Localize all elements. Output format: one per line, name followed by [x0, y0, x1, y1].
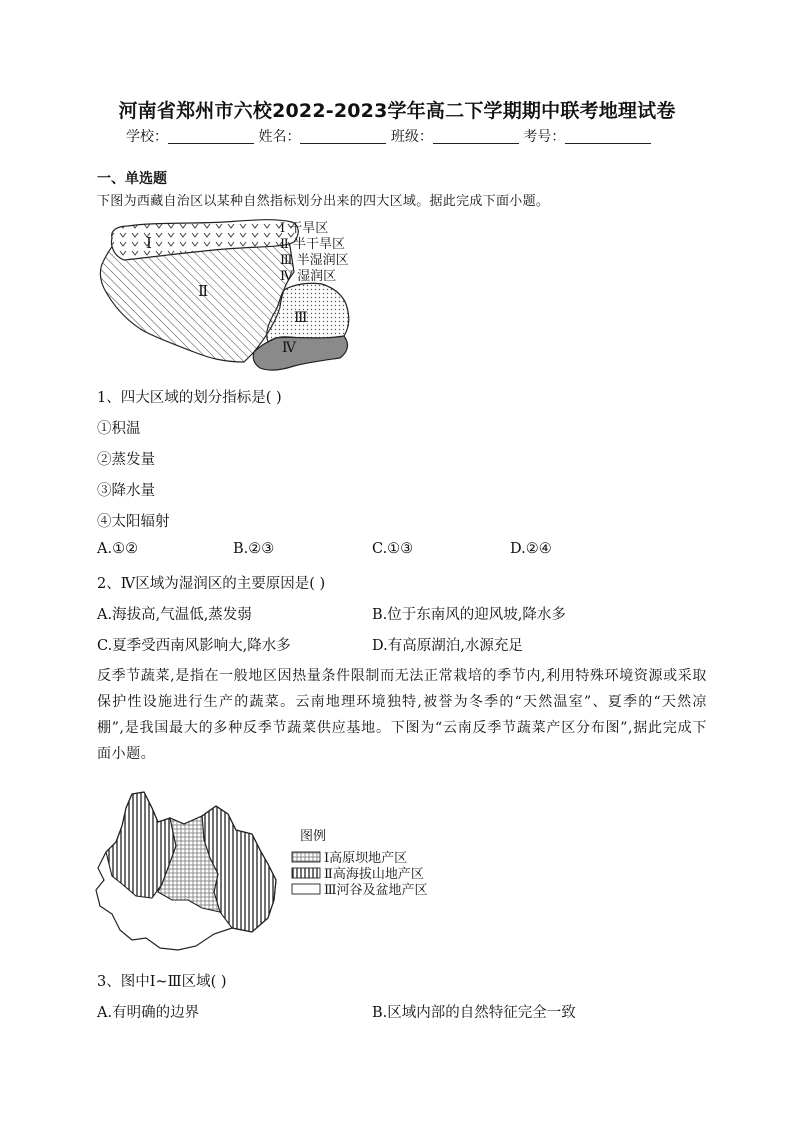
- q1-option-d[interactable]: D.②④: [510, 541, 552, 557]
- number-label: 考号：: [523, 129, 566, 145]
- legend-swatch-2: [292, 868, 320, 878]
- name-label: 姓名：: [258, 129, 301, 145]
- legend-1: Ⅰ 干旱区: [280, 221, 329, 236]
- legend-swatch-1: [292, 852, 320, 862]
- q2-option-a[interactable]: A.海拔高,气温低,蒸发弱: [97, 607, 252, 623]
- student-info-line: [126, 126, 651, 146]
- tibet-region-map: [94, 212, 374, 384]
- q1-stem: 1、四大区域的划分指标是( ): [97, 390, 282, 406]
- q2-option-c[interactable]: C.夏季受西南风影响大,降水多: [97, 638, 291, 654]
- intro-text-2: 反季节蔬菜,是指在一般地区因热量条件限制而无法正常栽培的季节内,利用特殊环境资源或采取保护性设施进行生产的蔬菜。云南地理环境独特,被誉为冬季的“天然温室”、夏季的“天然凉棚”,是我国最大的多种反季节蔬菜供应基地。下图为“云南反季节蔬菜产区分布图”,据此完成下面小题。: [97, 668, 707, 762]
- q2-option-b[interactable]: B.位于东南风的迎风坡,降水多: [372, 607, 566, 623]
- legend-3: Ⅲ 半湿润区: [280, 253, 349, 268]
- q1-item-3: ③降水量: [97, 483, 155, 499]
- region-1-label: Ⅰ: [146, 234, 152, 252]
- yunnan-vegetable-map: [92, 788, 452, 960]
- class-label: 班级：: [390, 129, 433, 145]
- intro-text-1: 下图为西藏自治区以某种自然指标划分出来的四大区域。据此完成下面小题。: [97, 194, 550, 209]
- region-2-label: Ⅱ: [198, 282, 209, 300]
- number-field[interactable]: [565, 129, 651, 144]
- legend-item-3: Ⅲ河谷及盆地产区: [324, 883, 428, 898]
- q1-item-4: ④太阳辐射: [97, 514, 170, 530]
- legend-title: 图例: [300, 829, 327, 844]
- q1-option-a[interactable]: A.①②: [97, 541, 139, 557]
- school-label: 学校：: [126, 129, 168, 145]
- q1-item-1: ①积温: [97, 421, 141, 437]
- legend-swatch-3: [292, 884, 320, 894]
- legend-2: Ⅱ 半干旱区: [280, 237, 345, 252]
- name-field[interactable]: [300, 129, 386, 144]
- legend-item-2: Ⅱ高海拔山地产区: [324, 867, 424, 882]
- class-field[interactable]: [433, 129, 519, 144]
- q3-stem: 3、图中Ⅰ~Ⅲ区域( ): [97, 974, 227, 990]
- q3-option-b[interactable]: B.区域内部的自然特征完全一致: [372, 1005, 576, 1021]
- legend-item-1: Ⅰ高原坝地产区: [324, 851, 408, 866]
- school-field[interactable]: [168, 129, 254, 144]
- q2-option-d[interactable]: D.有高原湖泊,水源充足: [372, 638, 523, 654]
- q1-option-b[interactable]: B.②③: [233, 541, 275, 557]
- legend-4: Ⅳ 湿润区: [280, 269, 337, 284]
- q1-item-2: ②蒸发量: [97, 452, 155, 468]
- page-title: 河南省郑州市六校2022-2023学年高二下学期期中联考地理试卷: [118, 100, 676, 122]
- region-4-label: Ⅳ: [282, 340, 296, 356]
- q2-stem: 2、Ⅳ区域为湿润区的主要原因是( ): [97, 576, 326, 592]
- section-heading: 一、单选题: [97, 171, 167, 187]
- region-3-label: Ⅲ: [294, 310, 308, 326]
- q3-option-a[interactable]: A.有明确的边界: [97, 1005, 200, 1021]
- q1-option-c[interactable]: C.①③: [372, 541, 414, 557]
